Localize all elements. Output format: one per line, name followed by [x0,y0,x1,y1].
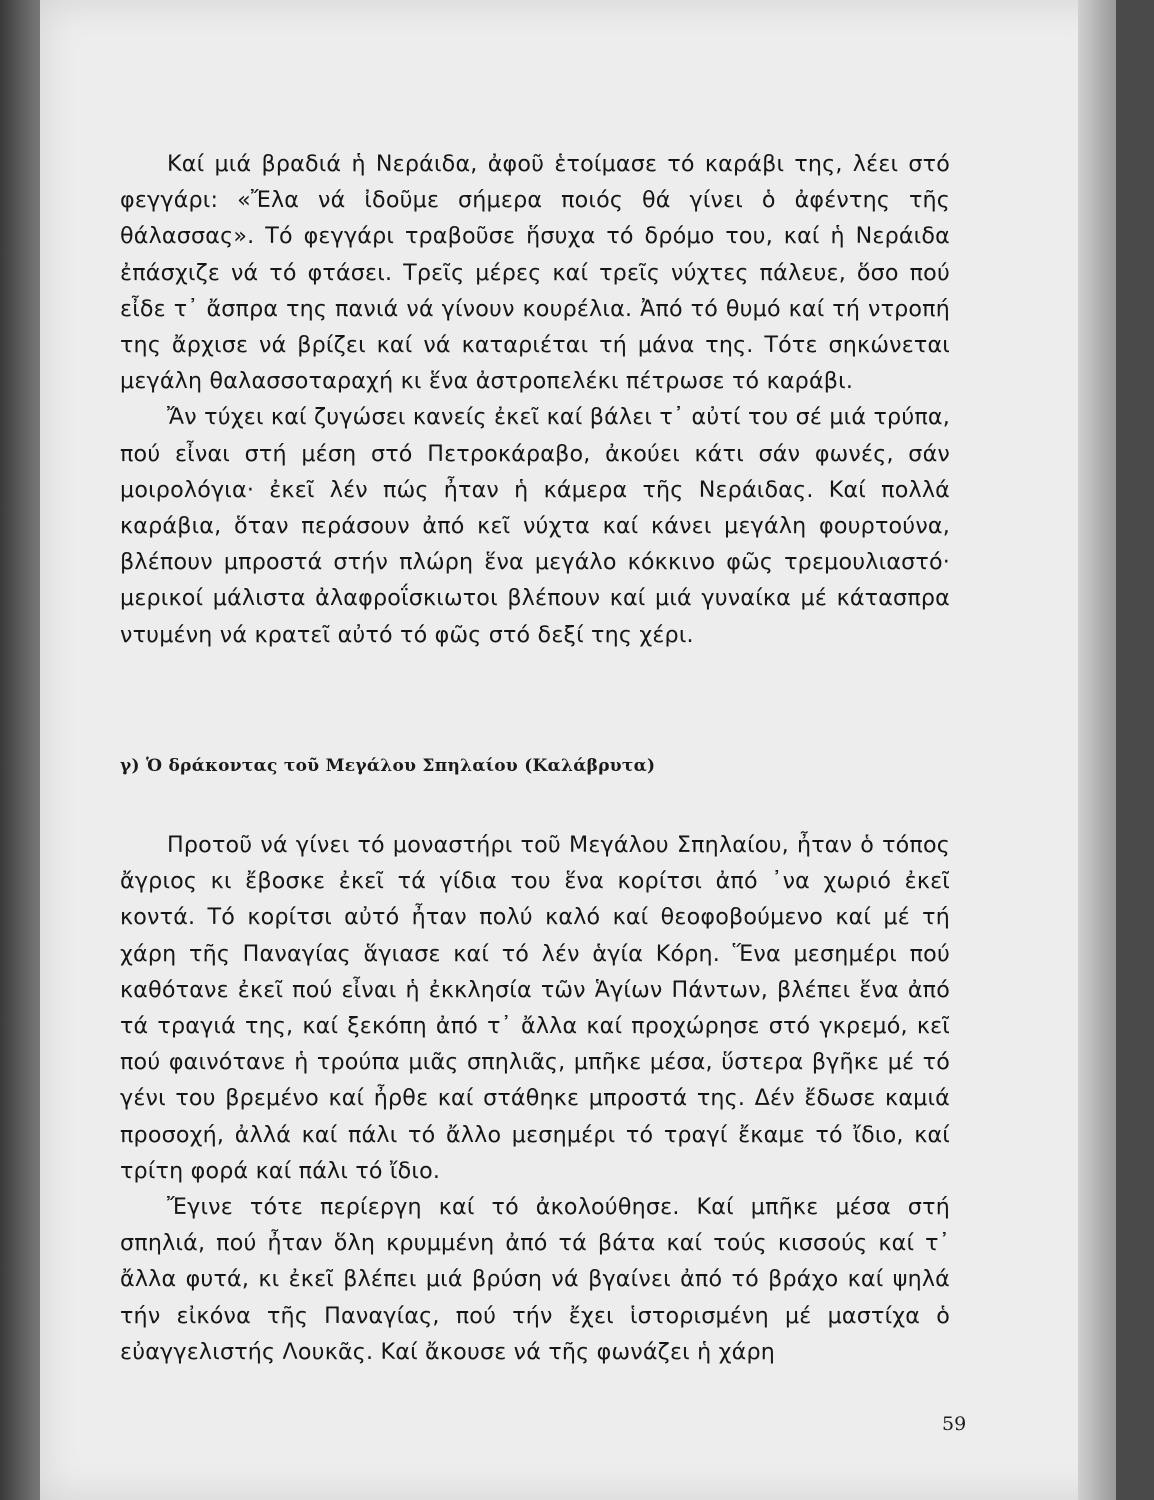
paragraph: Καί μιά βραδιά ἡ Νεράιδα, ἀφοῦ ἑτοίμασε τό καράβι της, λέει στό φεγγάρι: «Ἔλα νά ἰδοῦμε σήμερα ποιός θά γίνει ὁ ἀφέντης τῆς θάλασσας». Τό φεγγάρι τραβοῦσε ἥσυχα τό δρόμο του, καί ἡ Νεράιδα ἐπάσχιζε νά τό φτάσει. Τρεῖς μέρες καί τρεῖς νύχτες πάλευε, ὅσο πού εἶδε τ᾿ ἄσπρα της πανιά νά γίνουν κουρέλια. Ἀπό τό θυμό καί τή ντροπή της ἄρχισε νά βρίζει καί νά καταριέται τή μάνα της. Τότε σηκώνεται μεγάλη θαλασσοταραχή κι ἕνα ἀστροπελέκι πέτρωσε τό καράβι. [120,151,950,395]
section-heading: γ) Ὁ δράκοντας τοῦ Μεγάλου Σπηλαίου (Καλάβρυτα) [120,756,656,776]
paragraph: Ἔγινε τότε περίεργη καί τό ἀκολούθησε. Καί μπῆκε μέσα στή σπηλιά, πού ἦταν ὅλη κρυμμένη ἀπό τά βάτα καί τούς κισσούς καί τ᾿ ἄλλα φυτά, κι ἐκεῖ βλέπει μιά βρύση νά βγαίνει ἀπό τό βράχο καί ψηλά τήν εἰκόνα τῆς Παναγίας, πού τήν ἔχει ἱστορισμένη μέ μαστίχα ὁ εὐαγγελιστής Λουκᾶς. Καί ἄκουσε νά τῆς φωνάζει ἡ χάρη [120,1194,950,1365]
book-page [40,0,1116,1500]
paragraph: Ἄν τύχει καί ζυγώσει κανείς ἐκεῖ καί βάλει τ᾿ αὐτί του σέ μιά τρύπα, πού εἶναι στή μέση στό Πετροκάραβο, ἀκούει κάτι σάν φωνές, σάν μοιρολόγια· ἐκεῖ λέν πώς ἦταν ἡ κάμερα τῆς Νεράιδας. Καί πολλά καράβια, ὅταν περάσουν ἀπό κεῖ νύχτα καί κάνει μεγάλη φουρτούνα, βλέπουν μπροστά στήν πλώρη ἕνα μεγάλο κόκκινο φῶς τρεμουλιαστό· μερικοί μάλιστα ἀλαφροΐσκιωτοι βλέπουν καί μιά γυναίκα μέ κάτασπρα ντυμένη νά κρατεῖ αὐτό τό φῶς στό δεξί της χέρι. [120,404,950,648]
page-number: 59 [942,1413,967,1435]
text-block-bottom [120,827,950,1370]
page-stack-edge [1078,0,1116,1500]
text-block-top [120,146,950,653]
paragraph: Προτοῦ νά γίνει τό μοναστήρι τοῦ Μεγάλου Σπηλαίου, ἦταν ὁ τόπος ἄγριος κι ἔβοσκε ἐκεῖ τά γίδια του ἕνα κορίτσι ἀπό ᾿να χωριό ἐκεῖ κοντά. Τό κορίτσι αὐτό ἦταν πολύ καλό καί θεοφοβούμενο καί μέ τή χάρη τῆς Παναγίας ἅγιασε καί τό λέν ἁγία Κόρη. Ἕνα μεσημέρι πού καθότανε ἐκεῖ πού εἶναι ἡ ἐκκλησία τῶν Ἁγίων Πάντων, βλέπει ἕνα ἀπό τά τραγιά της, καί ξεκόπη ἀπό τ᾿ ἄλλα καί προχώρησε στό γκρεμό, κεῖ πού φαινότανε ἡ τρούπα μιᾶς σπηλιᾶς, μπῆκε μέσα, ὕστερα βγῆκε μέ τό γένι του βρεμένο καί ἦρθε καί στάθηκε μπροστά της. Δέν ἔδωσε καμιά προσοχή, ἀλλά καί πάλι τό ἄλλο μεσημέρι τό τραγί ἔκαμε τό ἴδιο, καί τρίτη φορά καί πάλι τό ἴδιο. [120,832,950,1184]
